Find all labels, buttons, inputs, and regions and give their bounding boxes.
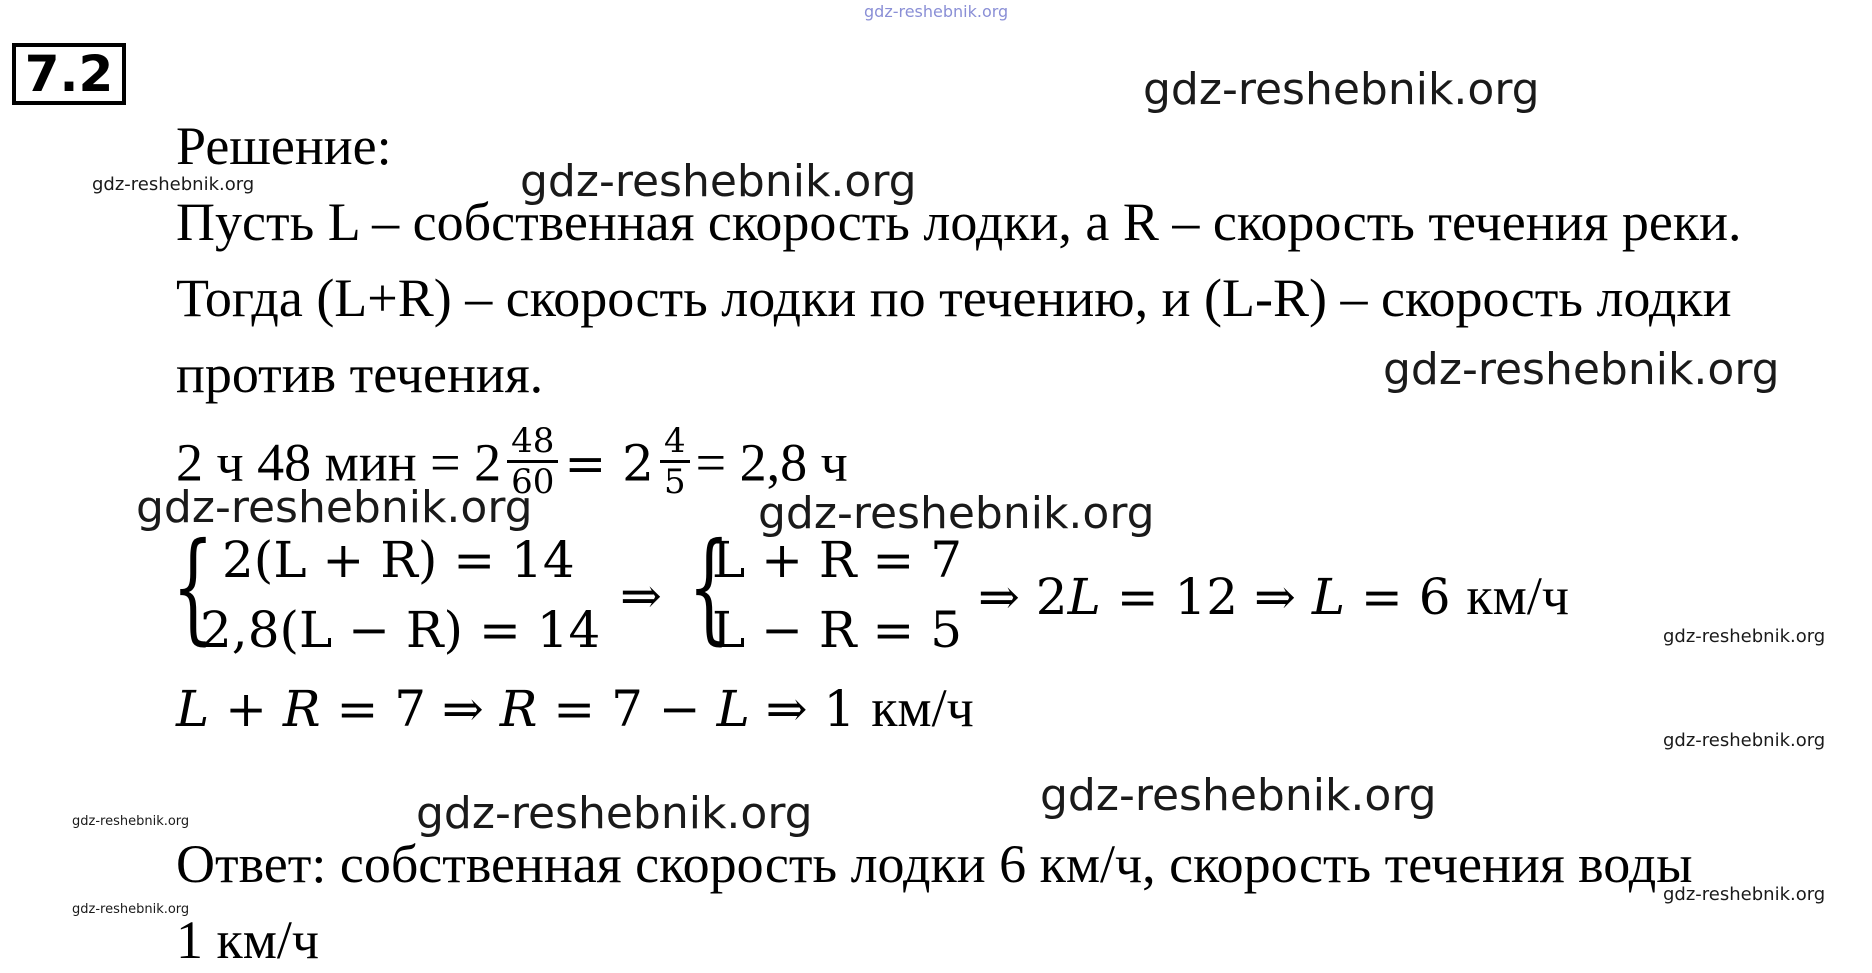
- watermark: gdz-reshebnik.org: [1663, 884, 1826, 905]
- watermark: gdz-reshebnik.org: [758, 488, 1155, 539]
- fraction-4-5: [660, 422, 690, 501]
- watermark: gdz-reshebnik.org: [520, 156, 917, 207]
- fraction-denominator: 60: [511, 462, 555, 502]
- time-lhs: 2 ч 48 мин = 2: [176, 432, 502, 493]
- variable-l: L: [176, 680, 210, 738]
- problem-number: 7.2: [12, 43, 126, 105]
- result-l-expression: ⇒ 2L = 12 ⇒ L = 6: [978, 568, 1451, 626]
- fraction-numerator: 48: [507, 422, 558, 463]
- variable-l: L: [716, 680, 750, 738]
- variable-l: L: [1311, 568, 1346, 626]
- implies-arrow: ⇒: [620, 567, 662, 625]
- watermark: gdz-reshebnik.org: [92, 174, 255, 195]
- variable-r: R: [282, 680, 321, 738]
- left-brace-1: {: [172, 518, 214, 657]
- result-l-unit: км/ч: [1466, 566, 1569, 626]
- fraction-denominator: 5: [663, 462, 686, 502]
- text-line-2: Тогда (L+R) – скорость лодки по течению, и (L-R) – скорость лодки: [176, 268, 1732, 328]
- answer-line-2: 1 км/ч: [176, 910, 320, 970]
- watermark: gdz-reshebnik.org: [1040, 770, 1437, 821]
- time-rhs: = 2,8 ч: [695, 432, 848, 493]
- watermark: gdz-reshebnik.org: [416, 788, 813, 839]
- watermark: gdz-reshebnik.org: [1663, 730, 1826, 751]
- watermark: gdz-reshebnik.org: [72, 902, 190, 917]
- result-l: [978, 568, 1569, 625]
- watermark: gdz-reshebnik.org: [1143, 64, 1540, 115]
- system1-eq2: 2,8(L − R) = 14: [200, 601, 601, 659]
- watermark-top: gdz-reshebnik.org: [864, 2, 1009, 21]
- variable-r: R: [499, 680, 538, 738]
- result-r-unit: км/ч: [871, 678, 974, 738]
- variable-l: L: [1067, 568, 1101, 626]
- result-r-expression: L + R = 7 ⇒ R = 7 − L ⇒ 1: [176, 680, 856, 738]
- watermark: gdz-reshebnik.org: [1383, 344, 1780, 395]
- text-line-3: против течения.: [176, 344, 544, 404]
- result-r: [176, 680, 974, 737]
- system1-eq1: 2(L + R) = 14: [222, 531, 575, 589]
- system2-eq2: L − R = 5: [712, 601, 963, 659]
- system2-eq1: L + R = 7: [712, 531, 963, 589]
- watermark: gdz-reshebnik.org: [136, 482, 533, 533]
- watermark: gdz-reshebnik.org: [72, 814, 190, 829]
- time-mid: = 2: [564, 434, 654, 493]
- answer-line-1: Ответ: собственная скорость лодки 6 км/ч, скорость течения воды: [176, 834, 1693, 894]
- text-line-1: Пусть L – собственная скорость лодки, а R – скорость течения реки.: [176, 192, 1742, 252]
- left-brace-2: {: [688, 518, 730, 657]
- solution-heading: Решение:: [176, 116, 392, 176]
- watermark: gdz-reshebnik.org: [1663, 626, 1826, 647]
- fraction-numerator: 4: [660, 422, 690, 463]
